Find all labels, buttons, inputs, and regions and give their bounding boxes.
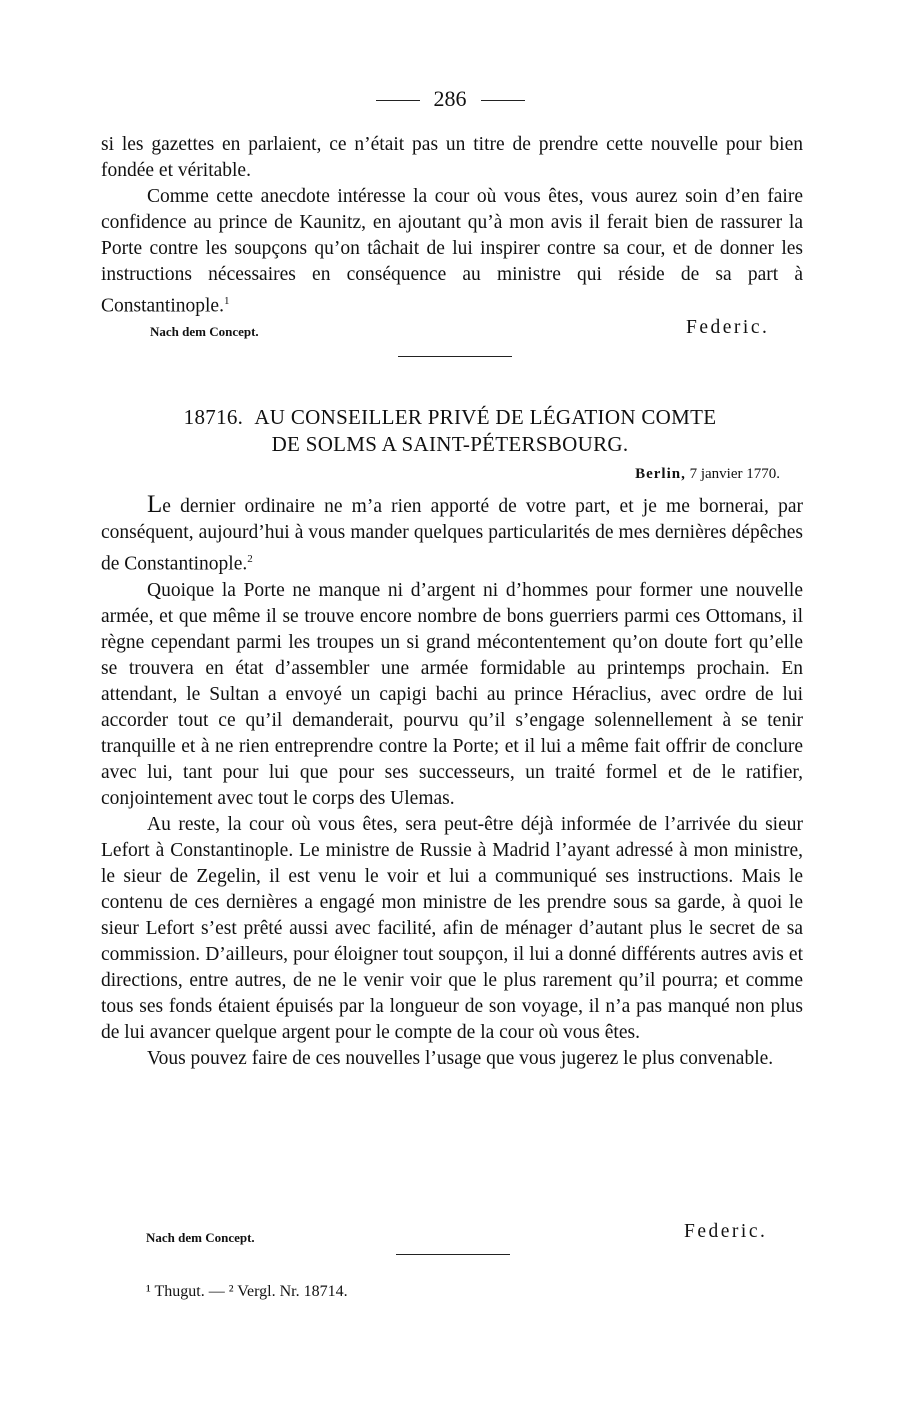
letter-heading bbox=[0, 404, 900, 458]
source-note: Nach dem Concept. bbox=[150, 324, 259, 339]
footnote-ref: 2 bbox=[247, 553, 253, 565]
paragraph: Comme cette anecdote intéresse la cour où vous êtes, vous aurez soin d’en faire confidence au prince de Kaunitz, en ajoutant qu’à mon avis il ferait bien de rassurer la Porte contre les soupçons qu’on tâchait de lui inspirer contre sa cour, et de donner les instructions nécessaires en conséquence au ministre qui réside de sa part à Constantinople.$^1$ bbox=[101, 186, 803, 317]
continuation-paragraph: si les gazettes en parlaient, ce n’était pas un titre de prendre cette nouvelle pour bien fondée et véritable. bbox=[101, 134, 803, 181]
footnote-ref: 1 bbox=[223, 295, 230, 307]
footnotes: ¹ Thugut. — ² Vergl. Nr. 18714. bbox=[146, 1283, 348, 1300]
heading-line-1: AU CONSEILLER PRIVÉ DE LÉGATION COMTE bbox=[254, 405, 717, 429]
letter-paragraph-3: Au reste, la cour où vous êtes, sera peut-être déjà informée de l’arrivée du sieur Lefort à Constantinople. Le ministre de Russie à Madrid l’ayant adressé à mon ministre, le sieur de Zegelin, il est venu le voir et lui a communiqué ses instructions. Mais le contenu de ces dernières a engagé mon ministre de les prendre sous sa garde, à quoi le sieur Lefort s’est prêté aussi avec facilité, afin de ménager d’autant plus le secret de sa commission. D’ailleurs, pour éloigner tout soupçon, il lui a donné différents autres avis et directions, entre autres, de ne le venir voir que le plus rarement qu’il pourra; et comme tous ses fonds étaient épuisés par la longueur de son voyage, il n’a pas manqué non plus de lui avancer quelque argent pour le compte de la cour où vous êtes. bbox=[101, 813, 803, 1043]
page-number-dash-right bbox=[481, 100, 525, 101]
letter-source-note: Nach dem Concept. bbox=[146, 1230, 255, 1245]
page-number-dash-left bbox=[376, 100, 420, 101]
page-number: 286 bbox=[0, 86, 900, 112]
letter-paragraph-4: Vous pouvez faire de ces nouvelles l’usage que vous jugerez le plus convenable. bbox=[147, 1047, 774, 1069]
section-divider bbox=[398, 356, 512, 357]
letter-signature: Federic. bbox=[684, 1221, 768, 1242]
letter-body bbox=[101, 492, 803, 1072]
place: Berlin, bbox=[635, 466, 686, 482]
letter-paragraph-2: Quoique la Porte ne manque ni d’argent ni d’hommes pour former une nouvelle armée, et que même il se trouve encore nombre de bons guerriers parmi ces Ottomans, il règne cependant parmi les troupes un si grand mécontentement qu’on doute fort qu’elle se trouvera en état d’assembler une armée formidable au printemps prochain. En attendant, le Sultan a envoyé un capigi bachi au prince Héraclius, avec ordre de lui accorder tout ce qu’il demanderait, pourvu qu’il s’engage solennellement à se tenir tranquille et à ne rien entreprendre contre la Porte; et il lui a même fait offrir de conclure avec lui, tant pour lui que pour ses successeurs, un traité formel et de le ratifier, conjointement avec tout le corps des Ulemas. bbox=[101, 579, 803, 809]
letter-paragraph-1: Le dernier ordinaire ne m’a rien apporté de votre part, et je me bornerai, par conséquent, aujourd’hui à vous mander quelques particularités de mes dernières dépêches de Constantinople.$^2$ bbox=[101, 491, 803, 575]
heading-line-2: DE SOLMS A SAINT-PÉTERSBOURG. bbox=[271, 432, 629, 456]
date: 7 janvier 1770. bbox=[689, 466, 780, 482]
letter-number: 18716. bbox=[183, 405, 244, 429]
top-text-block bbox=[101, 132, 803, 320]
dateline bbox=[635, 466, 780, 483]
footnote-divider bbox=[396, 1254, 510, 1255]
signature: Federic. bbox=[686, 317, 770, 338]
